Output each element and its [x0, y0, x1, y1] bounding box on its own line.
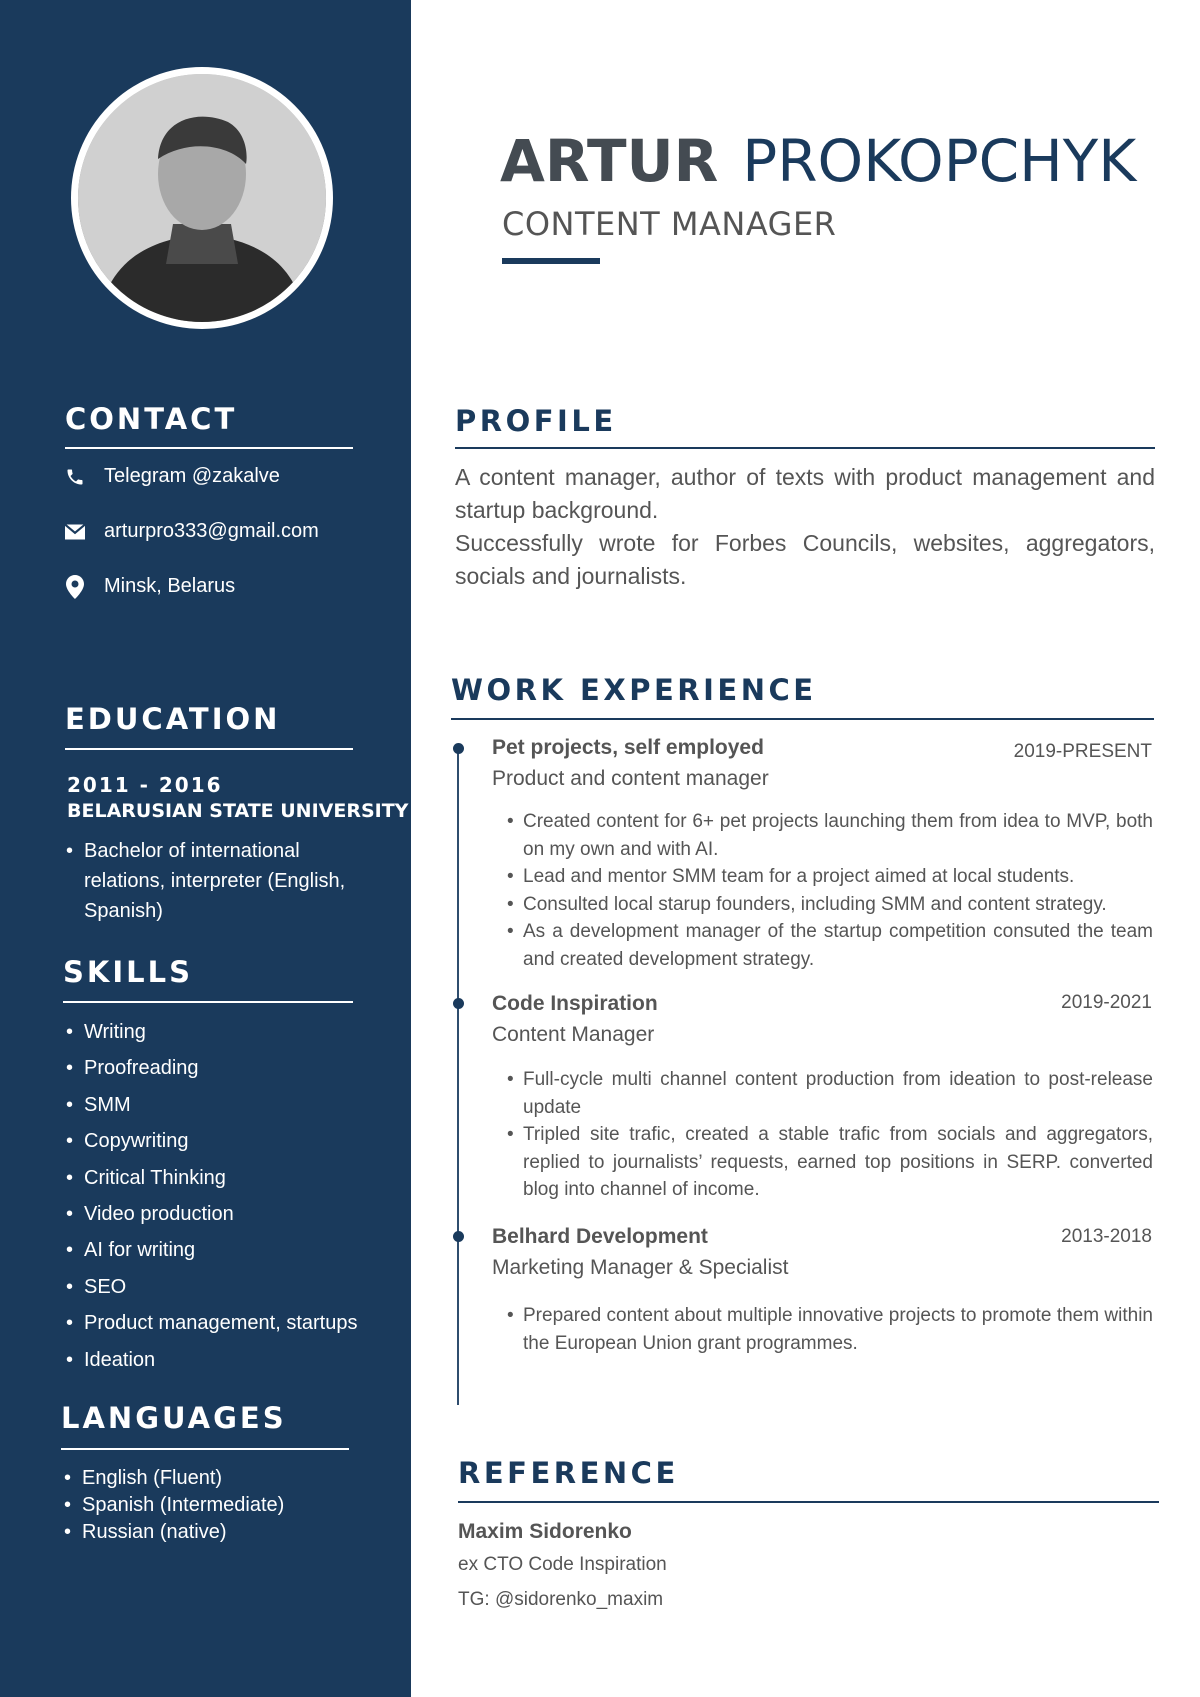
- reference-position: ex CTO Code Inspiration: [458, 1554, 667, 1575]
- reference-name: Maxim Sidorenko: [458, 1520, 632, 1543]
- skills-divider: [63, 1001, 353, 1003]
- timeline-dot: [453, 1231, 464, 1242]
- job-company: Belhard Development: [492, 1225, 708, 1248]
- list-item: • Bachelor of international relations, interpreter (English, Spanish): [64, 836, 364, 926]
- skill-item: • Copywriting: [64, 1126, 357, 1162]
- language-item: • Spanish (Intermediate): [62, 1492, 284, 1519]
- contact-heading: CONTACT: [65, 402, 238, 436]
- job-bullet: • Prepared content about multiple innovative projects to promote them within the European Union grant programmes.: [507, 1302, 1153, 1357]
- job-dates: 2019-2021: [1061, 992, 1152, 1013]
- sidebar: [0, 0, 411, 1697]
- reference-divider: [458, 1501, 1159, 1503]
- contact-email[interactable]: [64, 520, 319, 543]
- candidate-name: [500, 122, 1136, 200]
- first-name: ARTUR: [500, 127, 719, 195]
- job-role: Content Manager: [492, 1023, 655, 1046]
- education-details: [64, 836, 364, 926]
- skill-item: • Ideation: [64, 1345, 357, 1381]
- languages-divider: [61, 1448, 349, 1450]
- profile-photo: [71, 67, 333, 329]
- job-role: Marketing Manager & Specialist: [492, 1256, 789, 1279]
- education-years: 2011 - 2016: [67, 773, 223, 797]
- reference-heading: REFERENCE: [458, 1456, 679, 1490]
- contact-location-text: Minsk, Belarus: [104, 575, 236, 597]
- skill-item: • Critical Thinking: [64, 1163, 357, 1199]
- job-bullet: • Created content for 6+ pet projects launching them from idea to MVP, both on my own and with AI.: [507, 808, 1153, 863]
- profile-summary: [455, 461, 1155, 593]
- timeline-dot: [453, 743, 464, 754]
- job-bullet: • Full-cycle multi channel content production from ideation to post-release update: [507, 1066, 1153, 1121]
- job-role: Product and content manager: [492, 767, 769, 790]
- profile-divider: [455, 447, 1155, 449]
- contact-email-text: arturpro333@gmail.com: [104, 520, 319, 542]
- skills-list: [64, 1017, 357, 1381]
- title-accent-bar: [502, 258, 600, 264]
- job-bullet: • Consulted local starup founders, including SMM and content strategy.: [507, 891, 1153, 919]
- contact-divider: [65, 447, 353, 449]
- skill-item: • SMM: [64, 1090, 357, 1126]
- reference-contact[interactable]: TG: @sidorenko_maxim: [458, 1589, 664, 1610]
- job-bullets: [507, 1302, 1153, 1357]
- job-bullet: • As a development manager of the startup competition consuted the team and created development strategy.: [507, 918, 1153, 973]
- skill-item: • AI for writing: [64, 1235, 357, 1271]
- job-company: Pet projects, self employed: [492, 736, 764, 759]
- job-bullet: • Lead and mentor SMM team for a project aimed at local students.: [507, 863, 1153, 891]
- profile-heading: PROFILE: [455, 404, 617, 438]
- timeline-dot: [453, 998, 464, 1009]
- location-icon: [64, 576, 86, 598]
- job-bullets: [507, 1066, 1153, 1204]
- education-divider: [65, 748, 353, 750]
- skill-item: • Video production: [64, 1199, 357, 1235]
- education-heading: EDUCATION: [65, 702, 281, 736]
- job-dates: 2013-2018: [1061, 1226, 1152, 1247]
- contact-telegram[interactable]: [64, 465, 280, 488]
- work-divider: [451, 718, 1154, 720]
- contact-telegram-text: Telegram @zakalve: [104, 465, 280, 487]
- education-school: BELARUSIAN STATE UNIVERSITY: [67, 800, 409, 822]
- work-experience-heading: WORK EXPERIENCE: [451, 673, 817, 707]
- last-name: PROKOPCHYK: [742, 127, 1137, 195]
- language-item: • English (Fluent): [62, 1465, 284, 1492]
- portrait-illustration: [78, 74, 326, 322]
- profile-paragraph: A content manager, author of texts with product management and startup background.: [455, 464, 1155, 523]
- skill-item: • SEO: [64, 1272, 357, 1308]
- contact-location: [64, 575, 235, 598]
- languages-heading: LANGUAGES: [61, 1401, 287, 1435]
- job-title: CONTENT MANAGER: [502, 205, 837, 243]
- languages-list: [62, 1465, 284, 1546]
- timeline-line: [457, 747, 459, 1405]
- language-item: • Russian (native): [62, 1519, 284, 1546]
- phone-icon: [64, 466, 86, 488]
- job-bullet: • Tripled site trafic, created a stable trafic from socials and aggregators, replied to journalists’ requests, earned top positions in SERP. converted blog into channel of income.: [507, 1121, 1153, 1204]
- profile-paragraph: Successfully wrote for Forbes Councils, websites, aggregators, socials and journalists.: [455, 530, 1155, 589]
- job-dates: 2019-PRESENT: [1013, 741, 1152, 762]
- skill-item: • Proofreading: [64, 1053, 357, 1089]
- job-bullets: [507, 808, 1153, 973]
- skill-item: • Writing: [64, 1017, 357, 1053]
- skill-item: • Product management, startups: [64, 1308, 357, 1344]
- job-company: Code Inspiration: [492, 992, 658, 1015]
- skills-heading: SKILLS: [63, 955, 193, 989]
- mail-icon: [64, 521, 86, 543]
